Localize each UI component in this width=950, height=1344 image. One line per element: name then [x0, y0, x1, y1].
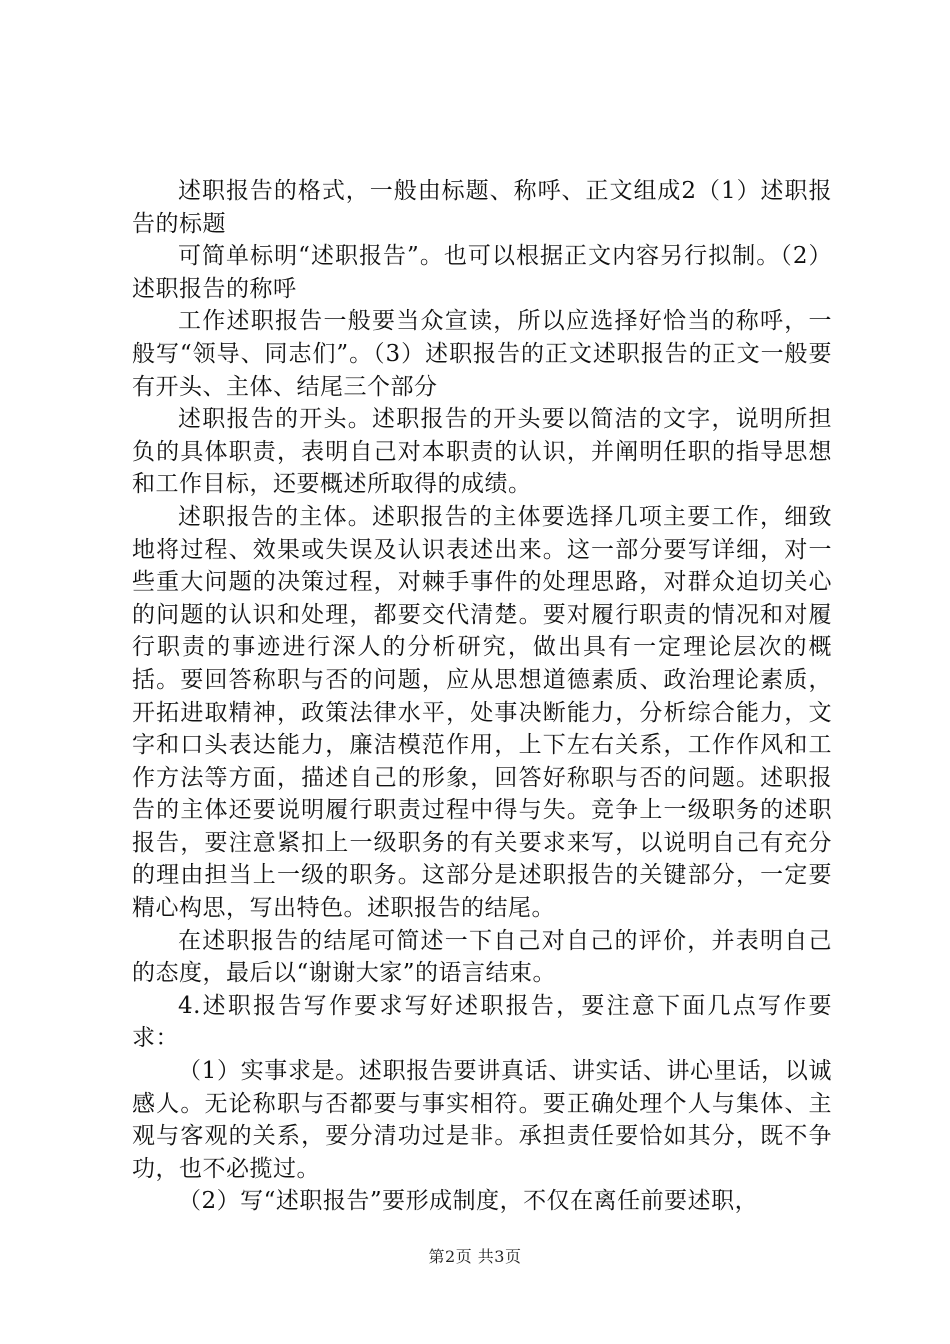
paragraph-format: 述职报告的格式，一般由标题、称呼、正文组成2（1）述职报告的标题: [132, 178, 832, 237]
paragraph-title: 可简单标明“述职报告”。也可以根据正文内容另行拟制。（2）述职报告的称呼: [132, 243, 832, 302]
paragraph-opening: 述职报告的开头。述职报告的开头要以简洁的文字，说明所担负的具体职责，表明自己对本职责的认识，并阐明任职的指导思想和工作目标，还要概述所取得的成绩。: [132, 406, 832, 498]
paragraph-main-body: 述职报告的主体。述职报告的主体要选择几项主要工作，细致地将过程、效果或失误及认识表述出来。这一部分要写详细，对一些重大问题的决策过程，对棘手事件的处理思路，对群众迫切关心的问题的认识和处理，都要交代清楚。要对履行职责的情况和对履行职责的事迹进行深人的分析研究，做出具有一定理论层次的概括。要回答称职与否的问题，应从思想道德素质、政治理论素质，开拓进取精神，政策法律水平，处事决断能力，分析综合能力，文字和口头表达能力，廉洁模范作用，上下左右关系，工作作风和工作方法等方面，描述自己的形象，回答好称职与否的问题。述职报告的主体还要说明履行职责过程中得与失。竞争上一级职务的述职报告，要注意紧扣上一级职务的有关要求来写，以说明自己有充分的理由担当上一级的职务。这部分是述职报告的关键部分，一定要精心构思，写出特色。述职报告的结尾。: [132, 503, 832, 922]
paragraph-ending: 在述职报告的结尾可简述一下自己对自己的评价，并表明自己的态度，最后以“谢谢大家”的语言结束。: [132, 927, 832, 987]
paragraph-requirements: 4.述职报告写作要求写好述职报告，要注意下面几点写作要求：: [132, 992, 832, 1052]
page-footer: 第2页 共3页: [428, 1247, 522, 1266]
paragraph-salutation: 工作述职报告一般要当众宣读，所以应选择好恰当的称呼，一般写“领导、同志们”。（3）述职报告的正文述职报告的正文一般要有开头、主体、结尾三个部分: [132, 308, 832, 400]
paragraph-requirement-1: （1）实事求是。述职报告要讲真话、讲实话、讲心里话，以诚感人。无论称职与否都要与事实相符。要正确处理个人与集体、主观与客观的关系，要分清功过是非。承担责任要恰如其分，既不争功，也不必揽过。: [132, 1058, 832, 1182]
document-body: [132, 175, 832, 1218]
paragraph-requirement-2: （2）写“述职报告”要形成制度，不仅在离任前要述职，: [178, 1188, 759, 1215]
